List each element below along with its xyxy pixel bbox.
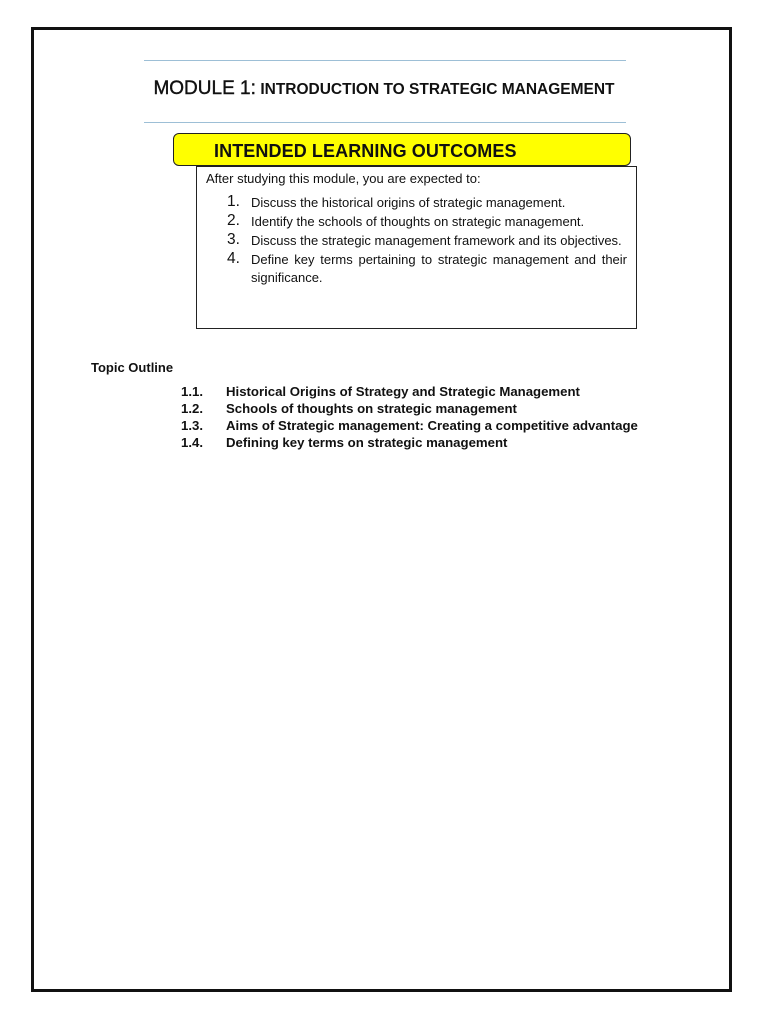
ilo-item-text: Discuss the historical origins of strategic management.	[251, 195, 566, 210]
topic-item-number: 1.3.	[181, 418, 203, 433]
topic-outline-heading: Topic Outline	[91, 360, 174, 375]
module-number: MODULE 1:	[153, 78, 256, 99]
topic-item-text: Defining key terms on strategic management	[226, 435, 508, 450]
ilo-list	[219, 194, 627, 288]
ilo-item	[219, 232, 627, 250]
topic-outline-list	[181, 383, 641, 451]
topic-item-text: Schools of thoughts on strategic management	[226, 401, 517, 416]
ilo-item	[219, 213, 627, 231]
top-divider	[144, 60, 626, 61]
ilo-box	[196, 166, 637, 329]
ilo-item-text: Identify the schools of thoughts on strategic management.	[251, 214, 585, 229]
ilo-item-text: Define key terms pertaining to strategic management and their significance.	[251, 252, 627, 285]
module-title	[0, 78, 768, 100]
topic-item	[181, 400, 641, 417]
topic-item-text: Historical Origins of Strategy and Strategic Management	[226, 384, 580, 399]
module-name: INTRODUCTION TO STRATEGIC MANAGEMENT	[260, 81, 615, 98]
topic-item-number: 1.1.	[181, 384, 203, 399]
ilo-item-number: 3.	[227, 231, 240, 248]
topic-item	[181, 383, 641, 400]
ilo-item-number: 1.	[227, 193, 240, 210]
topic-item-number: 1.2.	[181, 401, 203, 416]
topic-item	[181, 417, 641, 434]
ilo-heading: INTENDED LEARNING OUTCOMES	[214, 141, 517, 161]
ilo-item-text: Discuss the strategic management framework and its objectives.	[251, 233, 622, 248]
topic-item	[181, 434, 641, 451]
ilo-item	[219, 194, 627, 212]
ilo-intro: After studying this module, you are expected to:	[206, 171, 481, 186]
topic-item-text: Aims of Strategic management: Creating a competitive advantage	[226, 418, 638, 433]
ilo-item-number: 4.	[227, 250, 240, 267]
bottom-divider	[144, 122, 626, 123]
ilo-item-number: 2.	[227, 212, 240, 229]
ilo-header-banner	[173, 133, 631, 166]
ilo-item	[219, 251, 627, 286]
topic-item-number: 1.4.	[181, 435, 203, 450]
